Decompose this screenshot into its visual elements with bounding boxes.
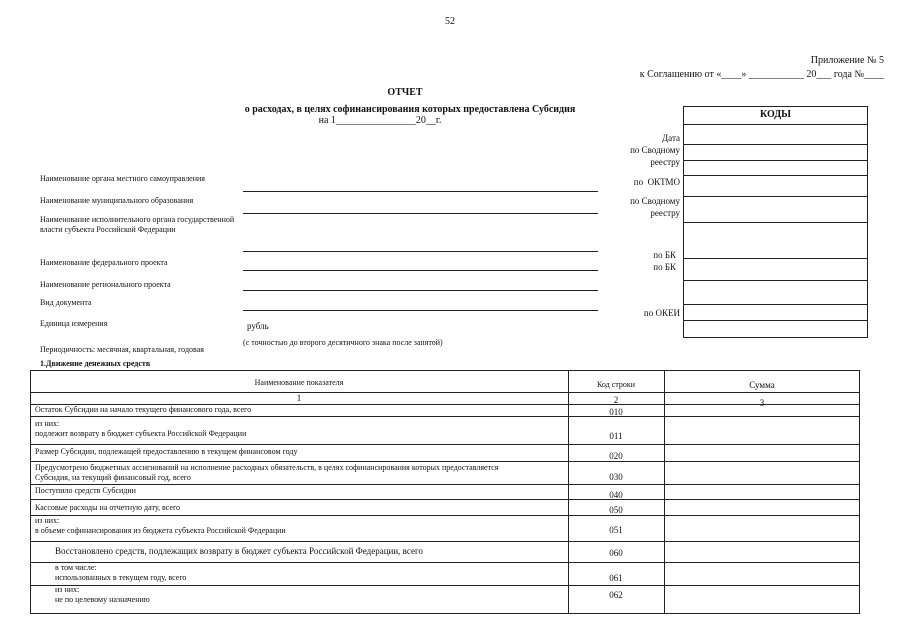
field-line-federal-project[interactable] xyxy=(243,270,598,271)
periodicity: Периодичность: месячная, квартальная, годовая xyxy=(40,345,204,354)
table-colnum-3: 3 xyxy=(759,398,765,408)
code-label-date: Дата xyxy=(662,133,680,143)
section-title: 1.Движение денежных средств xyxy=(40,359,151,368)
code-label-registry-2: реестру xyxy=(650,157,680,167)
field-line-local-authority[interactable] xyxy=(243,191,598,192)
report-date: на 1________________20__г. xyxy=(318,115,442,126)
table-row-name: из них: в объеме софинансирования из бюджета субъекта Российской Федерации xyxy=(35,516,286,535)
table-row-code: 062 xyxy=(609,590,623,600)
code-label-okei: по ОКЕИ xyxy=(643,308,680,318)
table-row-name: Предусмотрено бюджетных ассигнований на исполнение расходных обязательств, в целях софинансирования которых предоставляется Субсидия, на текущий финансовый год, всего xyxy=(35,463,499,482)
table-row-name: Остаток Субсидии на начало текущего финансового года, всего xyxy=(35,405,252,414)
table-colnum-2: 2 xyxy=(613,395,619,405)
table-header-sum: Сумма xyxy=(749,380,775,390)
field-line-document-type[interactable] xyxy=(243,310,598,311)
table-row-name: в том числе: использованных в текущем году, всего xyxy=(55,563,187,582)
code-label-bk-1: по БК xyxy=(653,250,676,260)
table-header-code: Код строки xyxy=(596,380,636,389)
code-label-oktmo: по ОКТМО xyxy=(633,177,680,187)
code-label-bk-2: по БК xyxy=(653,262,676,272)
field-label-municipality: Наименование муниципального образования xyxy=(40,196,194,205)
table-row-name: из них: подлежит возврату в бюджет субъекта Российской Федерации xyxy=(35,419,247,438)
appendix-title: Приложение № 5 xyxy=(810,55,884,66)
table-colnum-1: 1 xyxy=(296,393,302,403)
code-label-registry-3: по Сводному xyxy=(630,196,680,206)
field-label-document-type: Вид документа xyxy=(40,298,92,307)
table-row-code: 010 xyxy=(609,407,623,417)
table-row-code: 040 xyxy=(609,490,623,500)
field-line-executive-body[interactable] xyxy=(243,251,598,252)
field-label-executive-body: Наименование исполнительного органа государственной власти субъекта Российской Федерации xyxy=(40,215,235,234)
table-row-name: Размер Субсидии, подлежащей предоставлению в текущем финансовом году xyxy=(35,447,298,456)
codes-header: КОДЫ xyxy=(760,109,791,120)
field-line-municipality[interactable] xyxy=(243,213,598,214)
table-row-code: 020 xyxy=(609,451,623,461)
table-row-name: Поступило средств Субсидии xyxy=(35,486,136,495)
field-line-regional-project[interactable] xyxy=(243,290,598,291)
table-row-name: Кассовые расходы на отчетную дату, всего xyxy=(35,503,181,512)
report-subtitle: о расходах, в целях софинансирования которых предоставлена Субсидия xyxy=(244,104,576,115)
table-row-code: 050 xyxy=(609,505,623,515)
field-label-unit: Единица измерения xyxy=(40,319,108,328)
appendix-agreement: к Соглашению от «____» ___________ 20___ года №____ xyxy=(639,69,884,80)
table-row-code: 060 xyxy=(609,548,623,558)
field-note-precision: (с точностью до второго десятичного знака после запятой) xyxy=(243,338,443,347)
table-row-name: из них: не по целевому назначению xyxy=(55,585,150,604)
table-header-name: Наименование показателя xyxy=(254,378,344,387)
page-number: 52 xyxy=(445,16,455,27)
table-row-code: 030 xyxy=(609,472,623,482)
code-label-registry-1: по Сводному xyxy=(630,145,680,155)
field-label-regional-project: Наименование регионального проекта xyxy=(40,280,171,289)
table-row-code: 061 xyxy=(609,573,623,583)
field-value-unit: рубль xyxy=(247,321,269,331)
report-title: ОТЧЕТ xyxy=(387,87,423,98)
table-row-code: 011 xyxy=(609,431,623,441)
field-label-federal-project: Наименование федерального проекта xyxy=(40,258,168,267)
field-label-local-authority: Наименование органа местного самоуправления xyxy=(40,174,205,183)
table-row-code: 051 xyxy=(609,525,623,535)
code-label-registry-4: реестру xyxy=(650,208,680,218)
table-row-name: Восстановлено средств, подлежащих возврату в бюджет субъекта Российской Федерации, всего xyxy=(55,546,423,556)
